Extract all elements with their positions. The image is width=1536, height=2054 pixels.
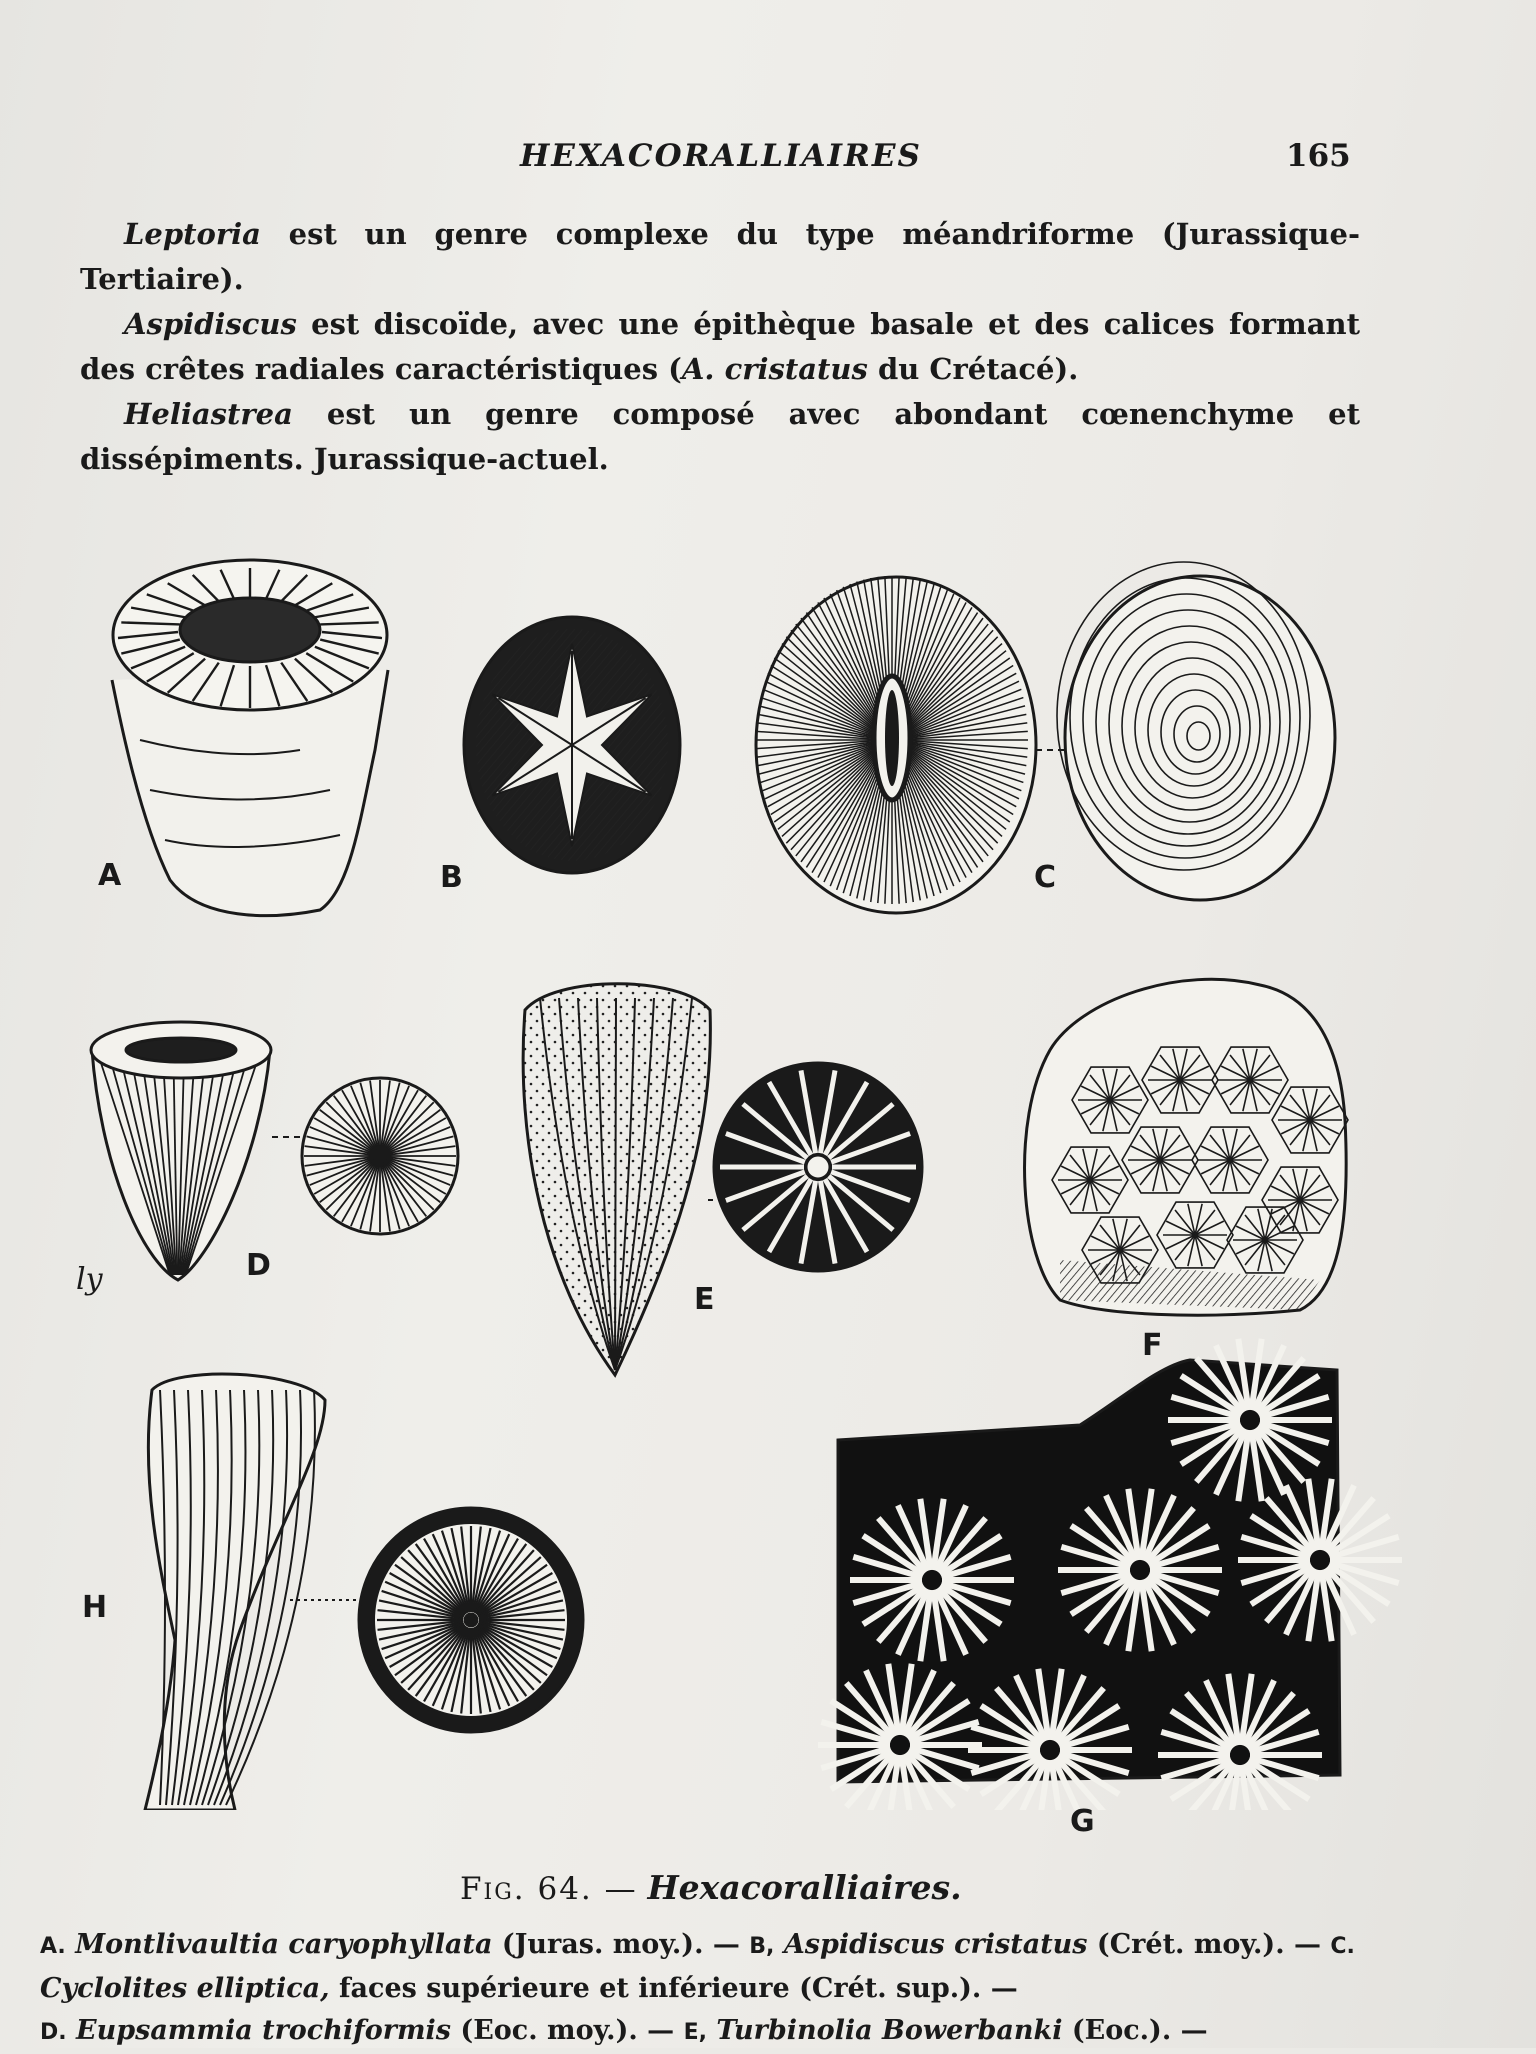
genus-name: Leptoria bbox=[124, 217, 261, 251]
legend-letter: A. bbox=[40, 1934, 66, 1959]
running-head-title: HEXACORALLIAIRES bbox=[520, 138, 922, 174]
legend-species: Turbinolia Bowerbanki bbox=[706, 2015, 1063, 2046]
species-name: A. cristatus bbox=[681, 352, 868, 386]
paragraph-leptoria bbox=[80, 212, 1360, 302]
figure-label-a: A bbox=[98, 858, 122, 893]
paragraph-heliastrea bbox=[80, 392, 1360, 482]
figure-label-e: E bbox=[694, 1282, 715, 1317]
legend-letter: E, bbox=[683, 2020, 707, 2045]
legend-letter: C. bbox=[1330, 1934, 1355, 1959]
genus-name: Aspidiscus bbox=[124, 307, 297, 341]
paragraph-text: est discoïde, avec une épithèque basale et des calices formant des crêtes radiales caractéristiques ( bbox=[80, 307, 1360, 386]
specimen-h bbox=[145, 1374, 325, 1810]
figure-label-d: D bbox=[246, 1248, 271, 1283]
legend-species: Aspidiscus cristatus bbox=[774, 1929, 1088, 1960]
running-head bbox=[0, 138, 1536, 182]
specimen-e bbox=[523, 984, 710, 1375]
specimen-a bbox=[112, 560, 388, 916]
paragraph-text-end: du Crétacé). bbox=[867, 352, 1079, 386]
page-number: 165 bbox=[1286, 138, 1351, 174]
figure-illustration bbox=[0, 520, 1536, 1810]
figure-label-f: F bbox=[1142, 1328, 1163, 1363]
specimen-d bbox=[91, 1022, 271, 1280]
figure-title: Hexacoralliaires. bbox=[647, 1868, 962, 1907]
legend-letter: D. bbox=[40, 2020, 67, 2045]
paragraph-text: est un genre complexe du type méandriforme (Jurassique-Tertiaire). bbox=[80, 217, 1360, 296]
legend-note: (Eoc.). — bbox=[1062, 2015, 1208, 2046]
specimen-d-calice bbox=[302, 1078, 458, 1234]
figure-legend bbox=[40, 1924, 1480, 2054]
figure-label-b: B bbox=[440, 860, 463, 895]
figure-number: Fig. 64. — bbox=[460, 1871, 638, 1907]
legend-species: Cyclolites elliptica, bbox=[40, 1973, 330, 2004]
figure-caption bbox=[460, 1868, 1160, 1907]
body-text bbox=[80, 212, 1360, 482]
specimen-h-calice bbox=[359, 1508, 583, 1732]
legend-species: Eupsammia trochiformis bbox=[66, 2015, 452, 2046]
specimen-f bbox=[1025, 979, 1348, 1315]
specimen-c-lower bbox=[1057, 562, 1335, 900]
legend-note: (Juras. moy.). — bbox=[492, 1929, 750, 1960]
figure-label-h: H bbox=[82, 1590, 108, 1625]
legend-note: faces supérieure et inférieure (Crét. sup.). — bbox=[329, 1973, 1018, 2004]
paragraph-aspidiscus bbox=[80, 302, 1360, 392]
illustrator-signature: ly bbox=[76, 1262, 103, 1297]
specimen-b bbox=[464, 617, 680, 873]
legend-note: (Crét. moy.). — bbox=[1087, 1929, 1331, 1960]
figure-label-g: G bbox=[1070, 1804, 1095, 1839]
paragraph-text: est un genre composé avec abondant cœnenchyme et dissépiments. Jurassique-actuel. bbox=[80, 397, 1360, 476]
figure-label-c: C bbox=[1034, 860, 1057, 895]
legend-note: (Eoc. moy.). — bbox=[451, 2015, 684, 2046]
legend-letter: B, bbox=[749, 1934, 775, 1959]
figure-64 bbox=[0, 520, 1536, 1839]
legend-species: Montlivaultia caryophyllata bbox=[75, 1929, 493, 1960]
specimen-g bbox=[818, 1339, 1402, 1810]
specimen-e-calice bbox=[714, 1063, 922, 1271]
genus-name: Heliastrea bbox=[124, 397, 293, 431]
specimen-c-upper bbox=[756, 576, 1036, 913]
